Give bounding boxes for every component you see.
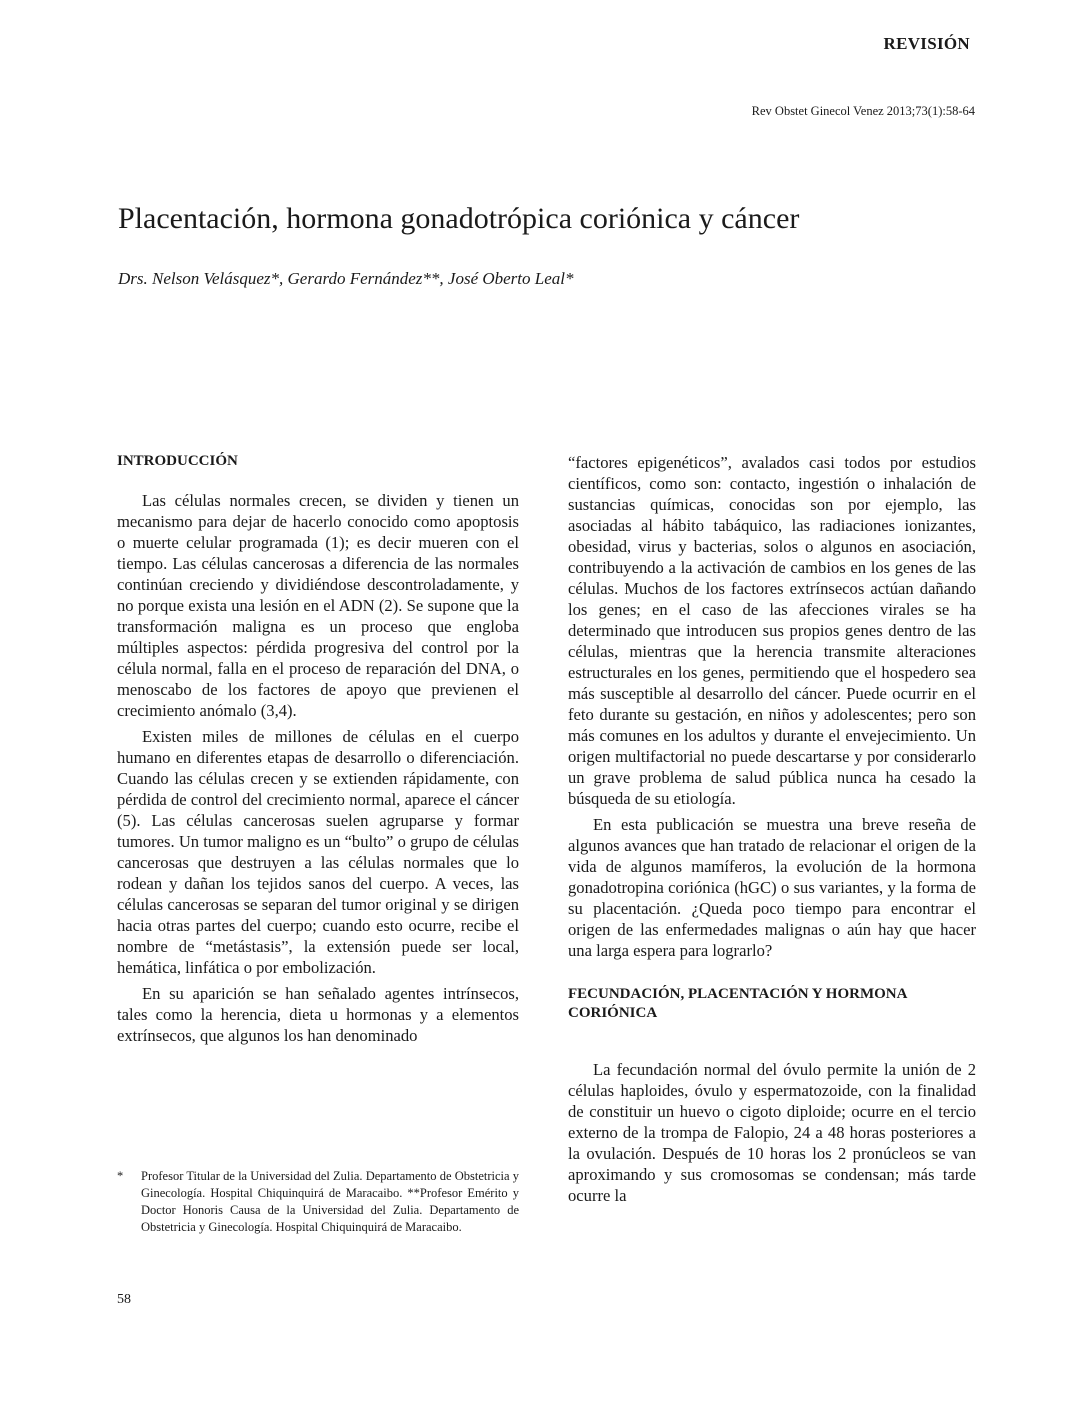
page-number: 58 (117, 1292, 131, 1307)
article-title: Placentación, hormona gonadotrópica coriónica y cáncer (118, 202, 800, 235)
introduction-heading: INTRODUCCIÓN (117, 453, 238, 469)
journal-citation: Rev Obstet Ginecol Venez 2013;73(1):58-64 (751, 104, 975, 118)
footnote-marker: * (117, 1169, 124, 1183)
intro-continued-paragraph: “factores epigenéticos”, avalados casi todos por estudios científicos, como son: contacto, ingestión o inhalación de sustancias químicas, conocidas son por ejemplo, las asociadas al hábito tabáquico, las radiaciones ionizantes, obesidad, virus y bacterias, solos o algunos en asociación, contribuyendo a la activación de cambios en los genes de las células. Muchos de los factores extrínsecos actúan dañando los genes; en el caso de las afecciones virales se ha determinado que introducen sus propios genes dentro de las células, mientras que la herencia transmite alteraciones estructurales en los genes, permitiendo que el hospedero sea más susceptible al desarrollo del cáncer. Puede ocurrir en el feto durante su gestación, en niños y adolescentes; pero son más comunes en los adultos y durante el envejecimiento. Un origen multifactorial no puede descartarse y por considerarlo un grave problema de salud pública nunca ha cesado la búsqueda de su etiología. (568, 453, 976, 808)
intro-paragraph-1: Las células normales crecen, se dividen y tienen un mecanismo para dejar de hacerlo conocido como apoptosis o muerte celular programada (1); es decir mueren con el tiempo. Las células cancerosas a diferencia de las normales continúan creciendo y dividiéndose descontroladamente, y no porque exista una lesión en el ADN (2). Se supone que la transformación maligna es un proceso que engloba múltiples aspectos: pérdida progresiva del control por la célula normal, falla en el proceso de reparación del DNA, o menoscabo de los factores de apoyo que previenen el crecimiento anómalo (3,4). (117, 491, 519, 720)
intro-paragraph-3: En su aparición se han señalado agentes intrínsecos, tales como la herencia, dieta u hormonas y a elementos extrínsecos, que algunos los han denominado (117, 984, 519, 1045)
section-label: REVISIÓN (883, 34, 970, 53)
intro-paragraph-2: Existen miles de millones de células en el cuerpo humano en diferentes etapas de desarrollo o diferenciación. Cuando las células crecen y se extienden rápidamente, con pérdida de control del crecimiento normal, aparece el cáncer (5). Las células cancerosas suelen agruparse y formar tumores. Un tumor maligno es un “bulto” o grupo de células cancerosas que destruyen a las células normales que lo rodean y dañan los tejidos sanos del cuerpo. A veces, las células cancerosas se separan del tumor original y se dirigen hacia otras partes del cuerpo; cuando esto ocurre, recibe el nombre de “metástasis”, la extensión puede ser local, hemática, linfática o por embolización. (117, 727, 519, 977)
intro-paragraph-4: En esta publicación se muestra una breve reseña de algunos avances que han tratado de relacionar el origen de la vida de algunos mamíferos, la evolución de la hormona gonadotropina coriónica (hGC) o sus variantes, y la forma de su placentación. ¿Queda poco tiempo para encontrar el origen de las enfermedades malignas o aún hay que hacer una larga espera para lograrlo? (568, 815, 976, 960)
left-column (117, 450, 519, 1051)
fecundacion-heading-line-1: FECUNDACIÓN, PLACENTACIÓN Y HORMONA (568, 986, 908, 1002)
author-affiliation-footnote (117, 1168, 519, 1236)
article-authors: Drs. Nelson Velásquez*, Gerardo Fernández**, José Oberto Leal* (118, 269, 574, 288)
fecundacion-heading (568, 985, 976, 1023)
fecundacion-paragraph-1: La fecundación normal del óvulo permite la unión de 2 células haploides, óvulo y espermatozoide, con la finalidad de constituir un huevo o cigoto diploide; ocurre en el tercio externo de la trompa de Falopio, 24 a 48 horas posteriores a la ovulación. Después de 10 horas los 2 pronúcleos se van aproximando y sus cromosomas se condensan; más tarde ocurre la (568, 1060, 976, 1205)
right-column (568, 452, 976, 1211)
fecundacion-heading-line-2: CORIÓNICA (568, 1005, 658, 1021)
footnote-text: Profesor Titular de la Universidad del Zulia. Departamento de Obstetricia y Ginecología. Hospital Chiquinquirá de Maracaibo. **Profesor Emérito y Doctor Honoris Causa de la Universidad del Zulia. Departamento de Obstetricia y Ginecología. Hospital Chiquinquirá de Maracaibo. (141, 1169, 519, 1234)
